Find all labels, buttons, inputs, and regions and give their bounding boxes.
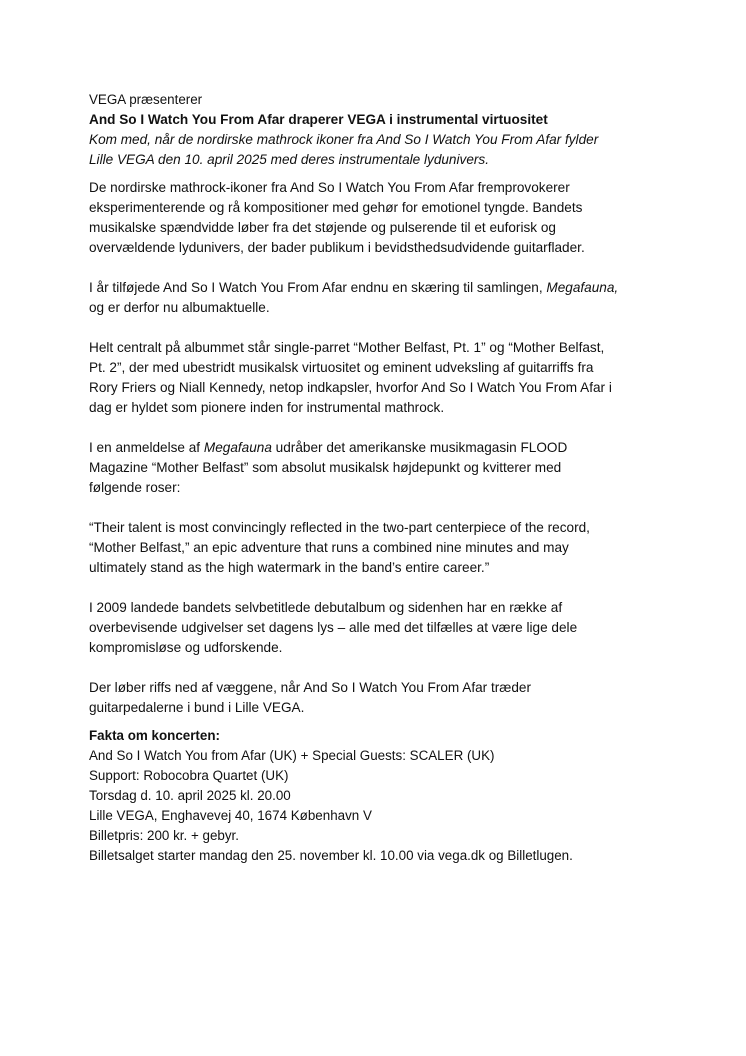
paragraph-line: Pt. 2”, der med ubestridt musikalsk virtuositet og eminent udveksling af guitarriffs fra xyxy=(89,360,594,375)
paragraph-singles xyxy=(89,338,669,418)
paragraph-intro xyxy=(89,178,669,258)
paragraph-text: I år tilføjede And So I Watch You From Afar endnu en skæring til samlingen, xyxy=(89,280,547,295)
paragraph-closing xyxy=(89,678,669,718)
facts-heading: Fakta om koncerten: xyxy=(89,728,220,743)
paragraph-line: Helt centralt på albummet står single-parret “Mother Belfast, Pt. 1” og “Mother Belfast, xyxy=(89,340,605,355)
quote-line: “Mother Belfast,” an epic adventure that runs a combined nine minutes and may xyxy=(89,540,569,555)
paragraph-line: Rory Friers og Niall Kennedy, netop indkapsler, hvorfor And So I Watch You From Afar i xyxy=(89,380,612,395)
paragraph-history xyxy=(89,598,669,658)
headline xyxy=(89,110,669,130)
quote-line: “Their talent is most convincingly reflected in the two-part centerpiece of the record, xyxy=(89,520,590,535)
paragraph-line: Magazine “Mother Belfast” som absolut musikalsk højdepunkt og kvitterer med xyxy=(89,460,562,475)
subheadline xyxy=(89,130,669,170)
paragraph-line: følgende roser: xyxy=(89,480,181,495)
press-release xyxy=(89,90,669,866)
presenter-line xyxy=(89,90,669,110)
paragraph-line xyxy=(89,438,669,458)
paragraph-line: Der løber riffs ned af væggene, når And So I Watch You From Afar træder xyxy=(89,680,532,695)
presenter-text: VEGA præsenterer xyxy=(89,92,203,107)
facts-line-support: Support: Robocobra Quartet (UK) xyxy=(89,768,289,783)
paragraph-line: og er derfor nu albumaktuelle. xyxy=(89,300,270,315)
album-title: Megafauna xyxy=(203,440,272,455)
paragraph-review xyxy=(89,438,669,498)
facts-line-price: Billetpris: 200 kr. + gebyr. xyxy=(89,828,239,843)
subheadline-line-2: Lille VEGA den 10. april 2025 med deres instrumentale lydunivers. xyxy=(89,152,489,167)
paragraph-line: guitarpedalerne i bund i Lille VEGA. xyxy=(89,700,305,715)
paragraph-line: De nordirske mathrock-ikoner fra And So I Watch You From Afar fremprovokerer xyxy=(89,180,570,195)
paragraph-line: I 2009 landede bandets selvbetitlede debutalbum og sidenhen har en række af xyxy=(89,600,563,615)
paragraph-text: udråber det amerikanske musikmagasin FLOOD xyxy=(271,440,568,455)
facts-line-date: Torsdag d. 10. april 2025 kl. 20.00 xyxy=(89,788,291,803)
paragraph-line xyxy=(89,278,669,298)
paragraph-line: overbevisende udgivelser set dagens lys – alle med det tilfælles at være lige dele xyxy=(89,620,578,635)
paragraph-line: musikalske spændvidde løber fra det støjende og pulserende til et euforisk og xyxy=(89,220,556,235)
paragraph-text: I en anmeldelse af xyxy=(89,440,204,455)
facts-line-sale: Billetsalget starter mandag den 25. november kl. 10.00 via vega.dk og Billetlugen. xyxy=(89,848,573,863)
facts-section xyxy=(89,726,669,866)
review-quote xyxy=(89,518,669,578)
subheadline-line-1: Kom med, når de nordirske mathrock ikoner fra And So I Watch You From Afar fylder xyxy=(89,132,599,147)
album-title: Megafauna, xyxy=(546,280,619,295)
paragraph-line: overvældende lydunivers, der bader publikum i bevidsthedsudvidende guitarflader. xyxy=(89,240,585,255)
quote-line: ultimately stand as the high watermark in the band’s entire career.” xyxy=(89,560,490,575)
paragraph-album xyxy=(89,278,669,318)
facts-line-venue: Lille VEGA, Enghavevej 40, 1674 København V xyxy=(89,808,372,823)
paragraph-line: eksperimenterende og rå kompositioner med gehør for emotionel tyngde. Bandets xyxy=(89,200,583,215)
paragraph-line: kompromisløse og udforskende. xyxy=(89,640,283,655)
paragraph-line: dag er hyldet som pionere inden for instrumental mathrock. xyxy=(89,400,445,415)
facts-line-lineup: And So I Watch You from Afar (UK) + Special Guests: SCALER (UK) xyxy=(89,748,495,763)
headline-text: And So I Watch You From Afar draperer VEGA i instrumental virtuositet xyxy=(89,112,548,127)
